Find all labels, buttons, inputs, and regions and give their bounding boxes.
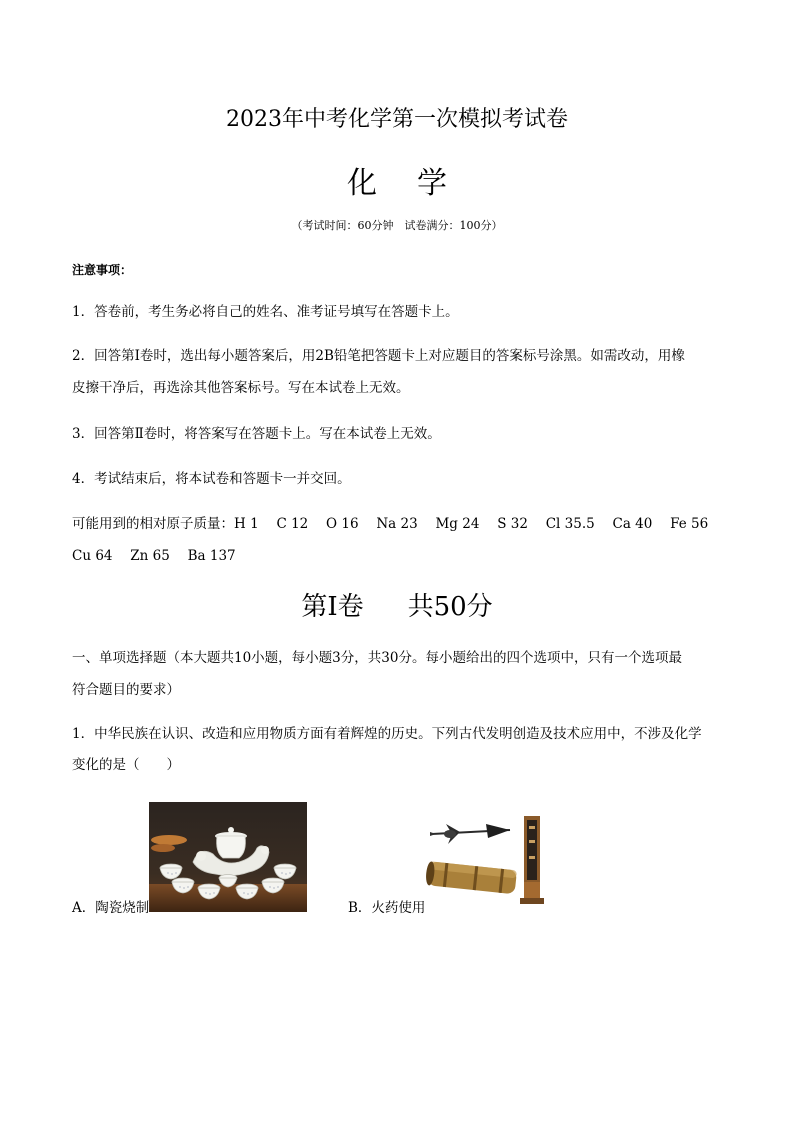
part-heading (0, 586, 794, 623)
note-item-3: 3．回答第Ⅱ卷时，将答案写在答题卡上。写在本试卷上无效。 (72, 426, 441, 442)
part-heading-left: 第Ⅰ卷 (301, 592, 364, 622)
section-instructions-line-1: 一、单项选择题（本大题共10小题，每小题3分，共30分。每小题给出的四个选项中，只有一个选项最 (72, 650, 682, 666)
gunpowder-image (426, 812, 550, 908)
atomic-mass-line-2: Cu 64 Zn 65 Ba 137 (72, 548, 236, 564)
question-1-line-1: 1．中华民族在认识、改造和应用物质方面有着辉煌的历史。下列古代发明创造及技术应用中，不涉及化学 (72, 726, 702, 742)
note-item-2-line-1: 2．回答第Ⅰ卷时，选出每小题答案后，用2B铅笔把答题卡上对应题目的答案标号涂黑。如需改动，用橡 (72, 348, 685, 364)
atomic-mass-line-1: 可能用到的相对原子质量：H 1 C 12 O 16 Na 23 Mg 24 S 32 Cl 35.5 Ca 40 Fe 56 (72, 516, 709, 532)
exam-info: （考试时间：60分钟 试卷满分：100分） (291, 219, 503, 232)
option-b-label: B．火药使用 (348, 900, 426, 916)
notes-heading: 注意事项： (72, 263, 133, 277)
option-a-label: A．陶瓷烧制 (72, 900, 150, 916)
section-instructions-line-2: 符合题目的要求） (72, 682, 180, 698)
note-item-2-line-2: 皮擦干净后，再选涂其他答案标号。写在本试卷上无效。 (72, 380, 410, 396)
part-heading-right: 共50分 (407, 592, 493, 622)
note-item-4: 4．考试结束后，将本试卷和答题卡一并交回。 (72, 471, 351, 487)
subject-title: 化学 (347, 166, 487, 201)
question-1-line-2: 变化的是（ ） (72, 757, 180, 773)
exam-title: 2023年中考化学第一次模拟考试卷 (226, 107, 568, 132)
porcelain-image (149, 802, 307, 912)
note-item-1: 1．答卷前，考生务必将自己的姓名、准考证号填写在答题卡上。 (72, 304, 459, 320)
